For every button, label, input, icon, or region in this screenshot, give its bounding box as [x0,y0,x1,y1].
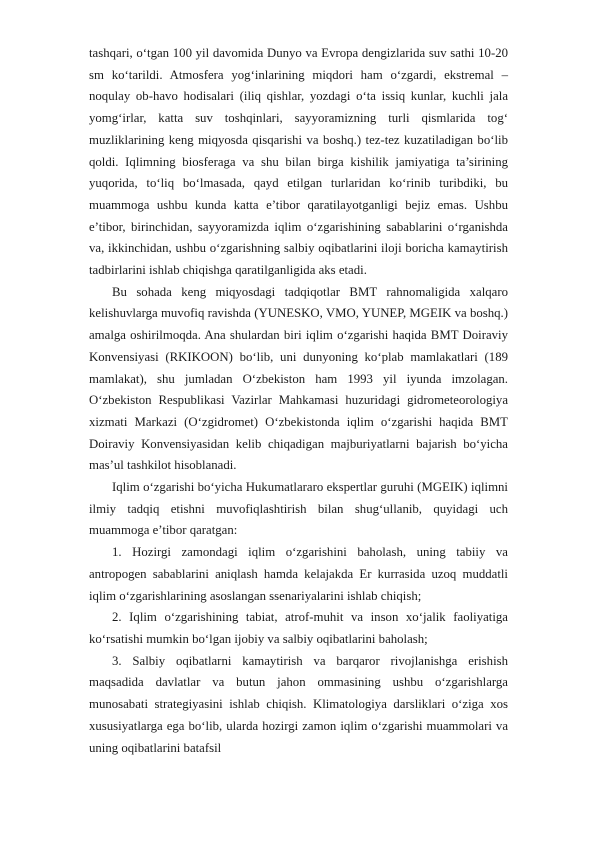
list-item-1: 1. Hozirgi zamondagi iqlim o‘zgarishini baholash, uning tabiiy va antropogen sabablarini aniqlash hamda kelajakda Er kurrasida uzoq muddatli iqlim o‘zgarishlarining asoslangan ssenariyalarini ishlab chiqish; [89,545,508,603]
paragraph-1: tashqari, o‘tgan 100 yil davomida Dunyo va Evropa dengizlarida suv sathi 10-20 sm ko‘tarildi. Atmosfera yog‘inlarining miqdori ham o‘zgardi, ekstremal – noqulay ob-havo hodisalari (iliq qishlar, yozdagi o‘ta issiq kunlar, kuchli jala yomg‘irlar, katta suv toshqinlari, sayyoramizning turli qismlarida tog‘ muzliklarining keng miqyosda qisqarishi va boshq.) tez-tez kuzatiladigan bo‘lib qoldi. Iqlimning biosferaga va shu bilan birga kishilik jamiyatiga ta’sirining yuqorida, to‘liq bo‘lmasada, qayd etilgan turlaridan ko‘rinib turibdiki, bu muammoga ushbu kunda katta e’tibor qaratilayotganligi bejiz emas. Ushbu e’tibor, birinchidan, sayyoramizda iqlim o‘zgarishining sabablarini o‘rganishda va, ikkinchidan, ushbu o‘zgarishning salbiy oqibatlarini iloji boricha kamaytirish tadbirlarini ishlab chiqishga qaratilganligida aks etadi. [89,46,508,278]
paragraph-2: Bu sohada keng miqyosdagi tadqiqotlar BMT rahnomaligida xalqaro kelishuvlarga muvofiq ravishda (YUNESKO, VMO, YUNEP, MGEIK va boshq.) amalga oshirilmoqda. Ana shulardan biri iqlim o‘zgarishi haqida BMT Doiraviy Konvensiyasi (RKIKOON) bo‘lib, uni dunyoning ko‘plab mamlakatlari (189 mamlakat), shu jumladan O‘zbekiston ham 1993 yil iyunda imzolagan. O‘zbekiston Respublikasi Vazirlar Mahkamasi huzuridagi gidrometeorologiya xizmati Markazi (O‘zgidromet) O‘zbekistonda iqlim o‘zgarishi haqida BMT Doiraviy Konvensiyasidan kelib chiqadigan majburiyatlarni bajarish bo‘yicha mas’ul tashkilot hisoblanadi. [89,284,508,473]
list-item-2: 2. Iqlim o‘zgarishining tabiat, atrof-muhit va inson xo‘jalik faoliyatiga ko‘rsatishi mumkin bo‘lgan ijobiy va salbiy oqibatlarini baholash; [89,610,508,646]
list-item-3: 3. Salbiy oqibatlarni kamaytirish va barqaror rivojlanishga erishish maqsadida davlatlar va butun jahon ommasining ushbu o‘zgarishlarga munosabati strategiyasini ishlab chiqish. Klimatologiya darsliklari o‘ziga xos xususiyatlarga ega bo‘lib, ularda hozirgi zamon iqlim o‘zgarishi muammolari va uning oqibatlarini batafsil [89,653,508,755]
document-body [89,43,508,759]
paragraph-3: Iqlim o‘zgarishi bo‘yicha Hukumatlararo ekspertlar guruhi (MGEIK) iqlimni ilmiy tadqiq etishni muvofiqlashtirish bilan shug‘ullanib, quyidagi uch muammoga e’tibor qaratgan: [89,480,508,538]
